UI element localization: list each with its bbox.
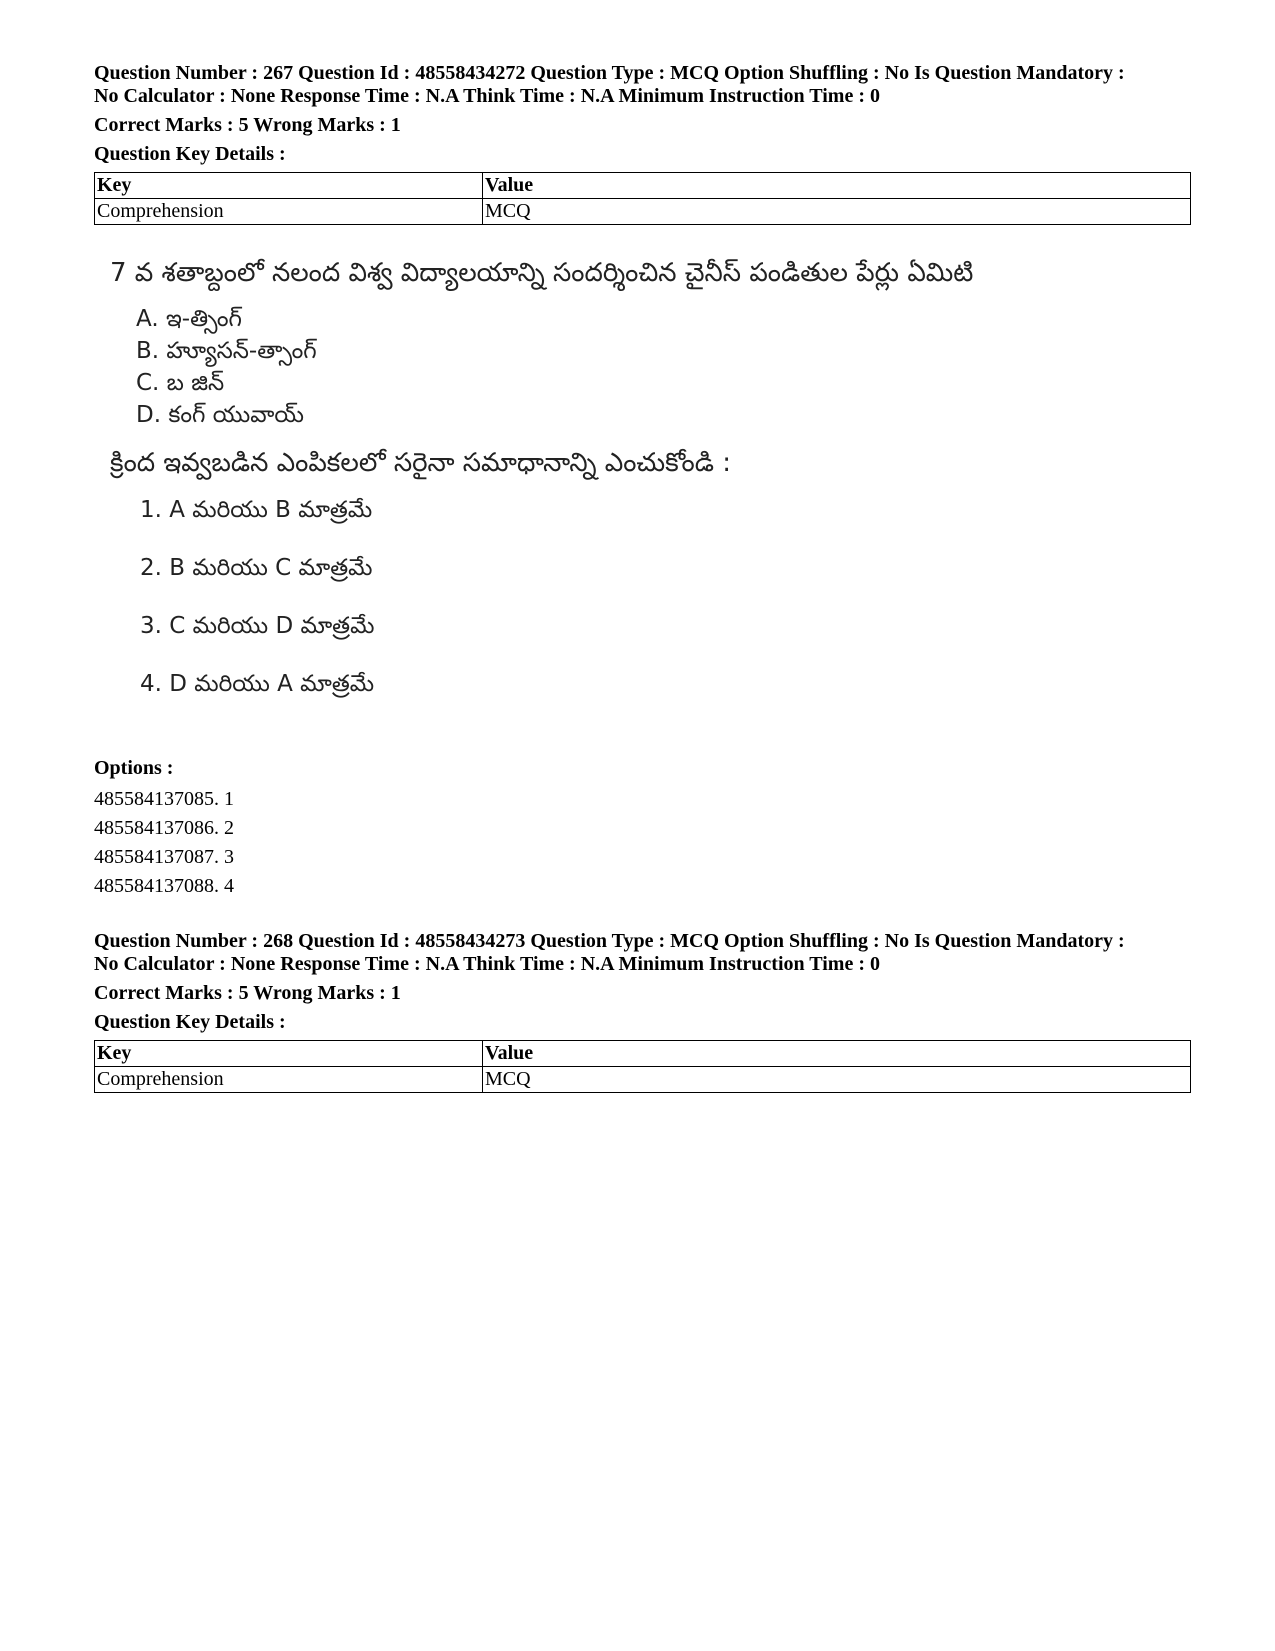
- telugu-choice-item: A. ఇ-త్సింగ్: [136, 306, 242, 332]
- telugu-choice-item: C. బ జిన్: [136, 370, 225, 396]
- question-header-line1: Question Number : 268 Question Id : 48558434273 Question Type : MCQ Option Shuffling : No Is Question Mandatory :: [94, 930, 1125, 952]
- key-table-row: [95, 199, 1191, 225]
- question-header: [94, 930, 1194, 976]
- key-table-cell-value: MCQ: [483, 1067, 1191, 1093]
- key-table-row: [95, 1067, 1191, 1093]
- question-268-block: [94, 930, 1194, 1093]
- question-header-line1: Question Number : 267 Question Id : 48558434272 Question Type : MCQ Option Shuffling : No Is Question Mandatory :: [94, 62, 1125, 84]
- options-block: [94, 755, 234, 901]
- option-item: 485584137087. 3: [94, 846, 234, 868]
- question-key-details-label: Question Key Details :: [94, 1011, 286, 1033]
- option-item: 485584137085. 1: [94, 788, 234, 810]
- telugu-instruction: క్రింద ఇవ్వబడిన ఎంపికలలో సరైనా సమాధానాన్ని ఎంచుకోండి :: [110, 448, 731, 478]
- question-key-table: [94, 1040, 1191, 1093]
- telugu-answer-item: 3. C మరియు D మాత్రమే: [140, 613, 375, 639]
- key-table-header-key: Key: [95, 173, 483, 199]
- options-list: [94, 785, 234, 901]
- telugu-answer-item: 1. A మరియు B మాత్రమే: [140, 497, 373, 523]
- question-marks: Correct Marks : 5 Wrong Marks : 1: [94, 982, 401, 1004]
- question-key-details-label: Question Key Details :: [94, 143, 286, 165]
- telugu-choices-list: [136, 303, 1060, 431]
- question-header-line2: No Calculator : None Response Time : N.A Think Time : N.A Minimum Instruction Time : 0: [94, 953, 880, 975]
- key-table-header-row: [95, 1041, 1191, 1067]
- question-key-table: [94, 172, 1191, 225]
- telugu-choice-item: D. కంగ్ యువాయ్: [136, 402, 304, 428]
- key-table-header-value: Value: [483, 1041, 1191, 1067]
- question-marks: Correct Marks : 5 Wrong Marks : 1: [94, 114, 401, 136]
- key-table-header-value: Value: [483, 173, 1191, 199]
- telugu-answers-list: [140, 493, 1060, 725]
- key-table-header-row: [95, 173, 1191, 199]
- telugu-choice-item: B. హ్యూసన్-త్సాంగ్: [136, 338, 317, 364]
- telugu-answer-item: 2. B మరియు C మాత్రమే: [140, 555, 373, 581]
- option-item: 485584137086. 2: [94, 817, 234, 839]
- option-item: 485584137088. 4: [94, 875, 234, 897]
- options-label: Options :: [94, 757, 174, 779]
- telugu-question-text: 7 వ శతాబ్దంలో నలంద విశ్వ విద్యాలయాన్ని సందర్శించిన చైనీస్ పండితుల పేర్లు ఏమిటి: [110, 258, 974, 288]
- telugu-answer-item: 4. D మరియు A మాత్రమే: [140, 671, 375, 697]
- question-267-block: [94, 62, 1194, 225]
- question-header-line2: No Calculator : None Response Time : N.A Think Time : N.A Minimum Instruction Time : 0: [94, 85, 880, 107]
- question-header: [94, 62, 1194, 108]
- key-table-header-key: Key: [95, 1041, 483, 1067]
- telugu-question-image: [110, 255, 1060, 725]
- key-table-cell-key: Comprehension: [95, 199, 483, 225]
- key-table-cell-key: Comprehension: [95, 1067, 483, 1093]
- key-table-cell-value: MCQ: [483, 199, 1191, 225]
